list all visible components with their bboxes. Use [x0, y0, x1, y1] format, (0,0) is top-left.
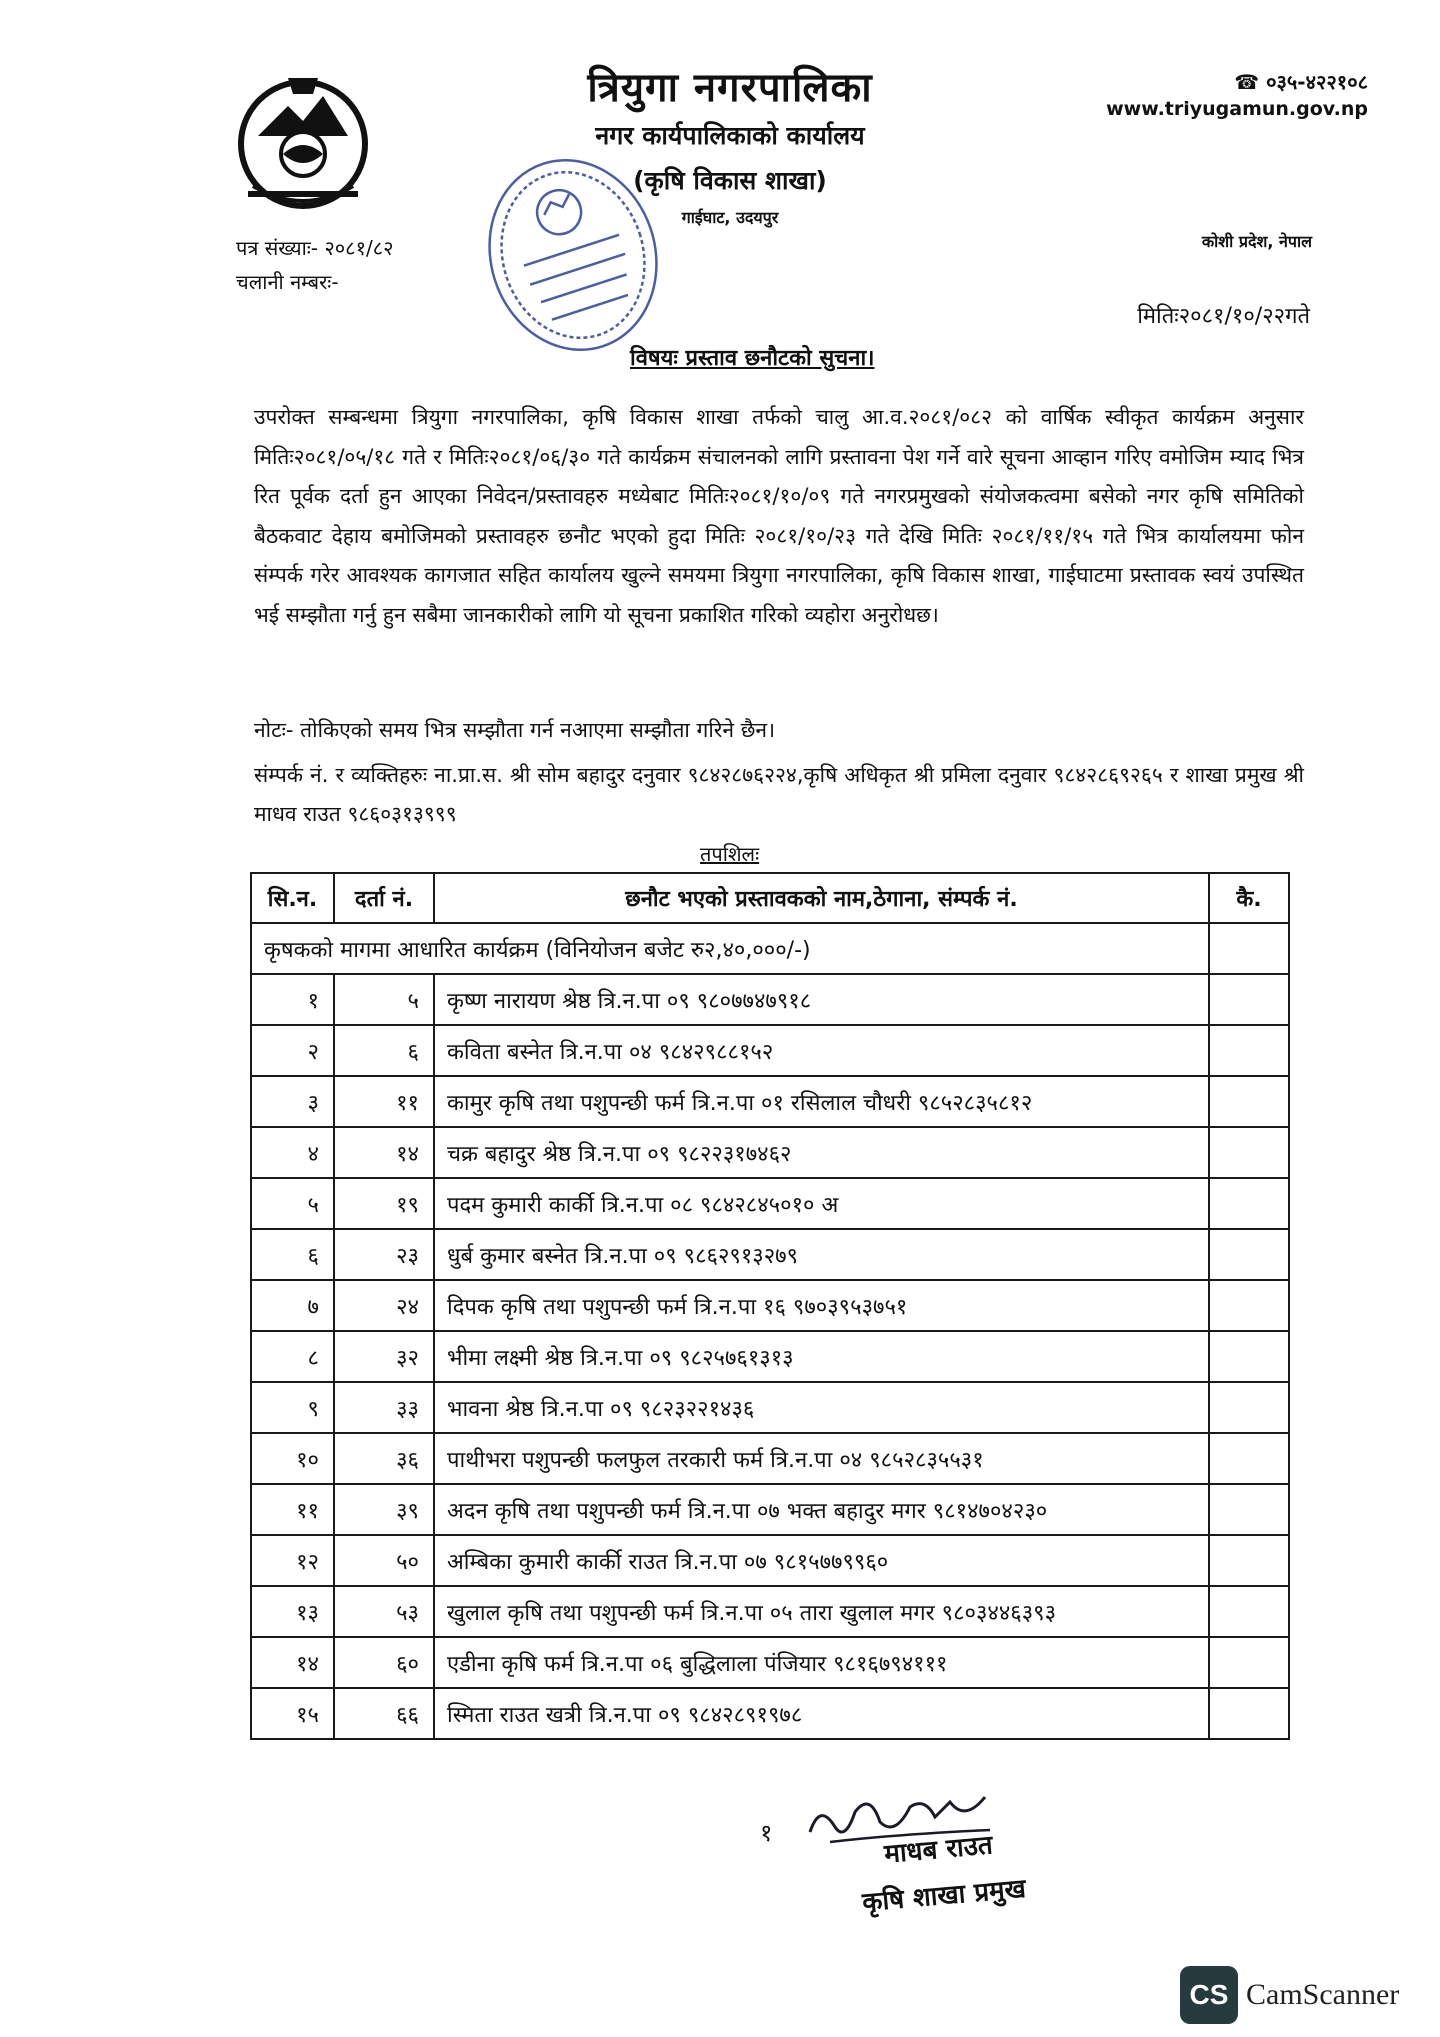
- letter-number: पत्र संख्याः- २०८१/८२: [236, 236, 394, 260]
- row-serial: ८: [251, 1331, 334, 1382]
- row-serial: १५: [251, 1688, 334, 1739]
- signer-title: कृषि शाखा प्रमुख: [861, 1873, 1028, 1919]
- website-link[interactable]: www.triyugamun.gov.np: [1106, 98, 1368, 120]
- dispatch-number: चलानी नम्बरः-: [236, 270, 339, 294]
- table-row: [251, 1331, 1289, 1382]
- row-proposer: पदम कुमारी कार्की त्रि.न.पा ०८ ९८४२८४५०१० अ: [434, 1178, 1209, 1229]
- row-serial: ११: [251, 1484, 334, 1535]
- category-label: कृषकको मागमा आधारित कार्यक्रम (विनियोजन बजेट रु२,४०,०००/-): [251, 923, 1209, 974]
- row-proposer: खुलाल कृषि तथा पशुपन्छी फर्म त्रि.न.पा ०५ तारा खुलाल मगर ९८०३४४६३९३: [434, 1586, 1209, 1637]
- row-proposer: पाथीभरा पशुपन्छी फलफुल तरकारी फर्म त्रि.न.पा ०४ ९८५२८३५५३१: [434, 1433, 1209, 1484]
- header-remarks: कै.: [1209, 873, 1289, 923]
- row-remarks: [1209, 1433, 1289, 1484]
- row-serial: ६: [251, 1229, 334, 1280]
- row-serial: १: [251, 974, 334, 1025]
- camscanner-label: CamScanner: [1246, 1978, 1400, 2011]
- table-row: [251, 1127, 1289, 1178]
- row-serial: १२: [251, 1535, 334, 1586]
- row-serial: १३: [251, 1586, 334, 1637]
- row-remarks: [1209, 974, 1289, 1025]
- province-name: कोशी प्रदेश, नेपाल: [1201, 232, 1312, 251]
- table-row: [251, 1382, 1289, 1433]
- row-remarks: [1209, 1382, 1289, 1433]
- branch-name: (कृषि विकास शाखा): [633, 166, 827, 195]
- row-serial: ७: [251, 1280, 334, 1331]
- row-proposer: एडीना कृषि फर्म त्रि.न.पा ०६ बुद्धिलाला पंजियार ९८१६७९४१११: [434, 1637, 1209, 1688]
- table-row: [251, 1229, 1289, 1280]
- header-registration: दर्ता नं.: [334, 873, 434, 923]
- row-registration: ६: [334, 1025, 434, 1076]
- table-row: [251, 974, 1289, 1025]
- row-registration: ५: [334, 974, 434, 1025]
- row-remarks: [1209, 1637, 1289, 1688]
- row-proposer: अम्बिका कुमारी कार्की राउत त्रि.न.पा ०७ ९८१५७७९९६०: [434, 1535, 1209, 1586]
- row-remarks: [1209, 1688, 1289, 1739]
- table-row: [251, 1586, 1289, 1637]
- row-proposer: कविता बस्नेत त्रि.न.पा ०४ ९८४२९८८१५२: [434, 1025, 1209, 1076]
- row-proposer: कामुर कृषि तथा पशुपन्छी फर्म त्रि.न.पा ०१ रसिलाल चौधरी ९८५२८३५८१२: [434, 1076, 1209, 1127]
- row-serial: ९: [251, 1382, 334, 1433]
- office-name: नगर कार्यपालिकाको कार्यालय: [595, 121, 865, 150]
- row-registration: १४: [334, 1127, 434, 1178]
- row-serial: १४: [251, 1637, 334, 1688]
- row-proposer: दिपक कृषि तथा पशुपन्छी फर्म त्रि.न.पा १६ ९७०३९५३७५१: [434, 1280, 1209, 1331]
- table-row: [251, 1637, 1289, 1688]
- row-registration: ३९: [334, 1484, 434, 1535]
- table-row: [251, 1280, 1289, 1331]
- header-serial: सि.न.: [251, 873, 334, 923]
- letter-subject: विषयः प्रस्ताव छनौटको सुचना।: [630, 346, 875, 371]
- row-serial: ५: [251, 1178, 334, 1229]
- selected-proposers-table: [250, 872, 1290, 1740]
- row-registration: ३३: [334, 1382, 434, 1433]
- table-row: [251, 1178, 1289, 1229]
- row-remarks: [1209, 1178, 1289, 1229]
- table-row: [251, 1484, 1289, 1535]
- row-proposer: चक्र बहादुर श्रेष्ठ त्रि.न.पा ०९ ९८२२३१७४६२: [434, 1127, 1209, 1178]
- table-row: [251, 1433, 1289, 1484]
- row-proposer: स्मिता राउत खत्री त्रि.न.पा ०९ ९८४२८९१९७८: [434, 1688, 1209, 1739]
- letter-date: मितिः२०८१/१०/२२गते: [1137, 304, 1310, 329]
- row-remarks: [1209, 1535, 1289, 1586]
- row-registration: ५०: [334, 1535, 434, 1586]
- row-remarks: [1209, 1076, 1289, 1127]
- category-remarks: [1209, 923, 1289, 974]
- row-serial: १०: [251, 1433, 334, 1484]
- header-proposer: छनौट भएको प्रस्तावकको नाम,ठेगाना, संम्पर्क नं.: [434, 873, 1209, 923]
- table-row: [251, 1076, 1289, 1127]
- row-remarks: [1209, 1229, 1289, 1280]
- row-remarks: [1209, 1127, 1289, 1178]
- organization-title: त्रियुगा नगरपालिका: [587, 65, 873, 111]
- table-row: [251, 1688, 1289, 1739]
- row-proposer: भावना श्रेष्ठ त्रि.न.पा ०९ ९८२३२२१४३६: [434, 1382, 1209, 1433]
- row-registration: १९: [334, 1178, 434, 1229]
- row-remarks: [1209, 1484, 1289, 1535]
- page-number: १: [760, 1819, 773, 1847]
- row-registration: ६६: [334, 1688, 434, 1739]
- row-proposer: कृष्ण नारायण श्रेष्ठ त्रि.न.पा ०९ ९८०७७४७९१८: [434, 974, 1209, 1025]
- row-registration: ३६: [334, 1433, 434, 1484]
- row-remarks: [1209, 1331, 1289, 1382]
- row-remarks: [1209, 1025, 1289, 1076]
- category-row: [251, 923, 1289, 974]
- row-registration: ५३: [334, 1586, 434, 1637]
- table-header-row: [251, 873, 1289, 923]
- row-proposer: धुर्ब कुमार बस्नेत त्रि.न.पा ०९ ९८६२९१३२७९: [434, 1229, 1209, 1280]
- office-location: गाईघाट, उदयपुर: [681, 208, 779, 227]
- signer-name: माधब राउत: [883, 1830, 994, 1870]
- phone-number: ☎ ०३५-४२२१०८: [1234, 70, 1368, 94]
- row-registration: ११: [334, 1076, 434, 1127]
- row-remarks: [1209, 1586, 1289, 1637]
- row-proposer: अदन कृषि तथा पशुपन्छी फर्म त्रि.न.पा ०७ भक्त बहादुर मगर ९८१४७०४२३०: [434, 1484, 1209, 1535]
- contact-persons: संम्पर्क नं. र व्यक्तिहरुः ना.प्रा.स. श्री सोम बहादुर दनुवार ९८४२८७६२२४,कृषि अधिकृत श्री प्रमिला दनुवार ९८४२८६९२६५ र शाखा प्रमुख श्री माधव राउत ९८६०३१३९९९: [254, 763, 1304, 826]
- row-proposer: भीमा लक्ष्मी श्रेष्ठ त्रि.न.पा ०९ ९८२५७६१३१३: [434, 1331, 1209, 1382]
- schedule-heading: तपशिलः: [700, 842, 760, 866]
- row-registration: ३२: [334, 1331, 434, 1382]
- table-row: [251, 1535, 1289, 1586]
- row-registration: २३: [334, 1229, 434, 1280]
- row-serial: २: [251, 1025, 334, 1076]
- notice-note: नोटः- तोकिएको समय भित्र सम्झौता गर्न नआएमा सम्झौता गरिने छैन।: [254, 718, 776, 742]
- table-row: [251, 1025, 1289, 1076]
- row-registration: २४: [334, 1280, 434, 1331]
- notice-paragraph: उपरोक्त सम्बन्धमा त्रियुगा नगरपालिका, कृषि विकास शाखा तर्फको चालु आ.व.२०८१/०८२ को वार्षिक स्वीकृत कार्यक्रम अनुसार मितिः२०८१/०५/१८ गते र मितिः२०८१/०६/३० गते कार्यक्रम संचालनको लागि प्रस्तावना पेश गर्ने वारे सूचना आव्हान गरिए वमोजिम म्याद भित्र रित पूर्वक दर्ता हुन आएका निवेदन/प्रस्तावहरु मध्येबाट मितिः२०८१/१०/०९ गते नगरप्रमुखको संयोजकत्वमा बसेको नगर कृषि समितिको बैठकवाट देहाय बमोजिमको प्रस्तावहरु छनौट भएको हुदा मितिः २०८१/१०/२३ गते देखि मितिः २०८१/११/१५ गते भित्र कार्यालयमा फोन संम्पर्क गरेर आवश्यक कागजात सहित कार्यालय खुल्ने समयमा त्रियुगा नगरपालिका, कृषि विकास शाखा, गाईघाटमा प्रस्तावक स्वयं उपस्थित भई सम्झौता गर्नु हुन सबैमा जानकारीको लागि यो सूचना प्रकाशित गरिको व्यहोरा अनुरोधछ।: [254, 405, 1304, 627]
- row-serial: ४: [251, 1127, 334, 1178]
- row-serial: ३: [251, 1076, 334, 1127]
- row-registration: ६०: [334, 1637, 434, 1688]
- row-remarks: [1209, 1280, 1289, 1331]
- nepal-government-emblem: [228, 66, 378, 216]
- camscanner-logo-icon: CS: [1180, 1966, 1238, 2024]
